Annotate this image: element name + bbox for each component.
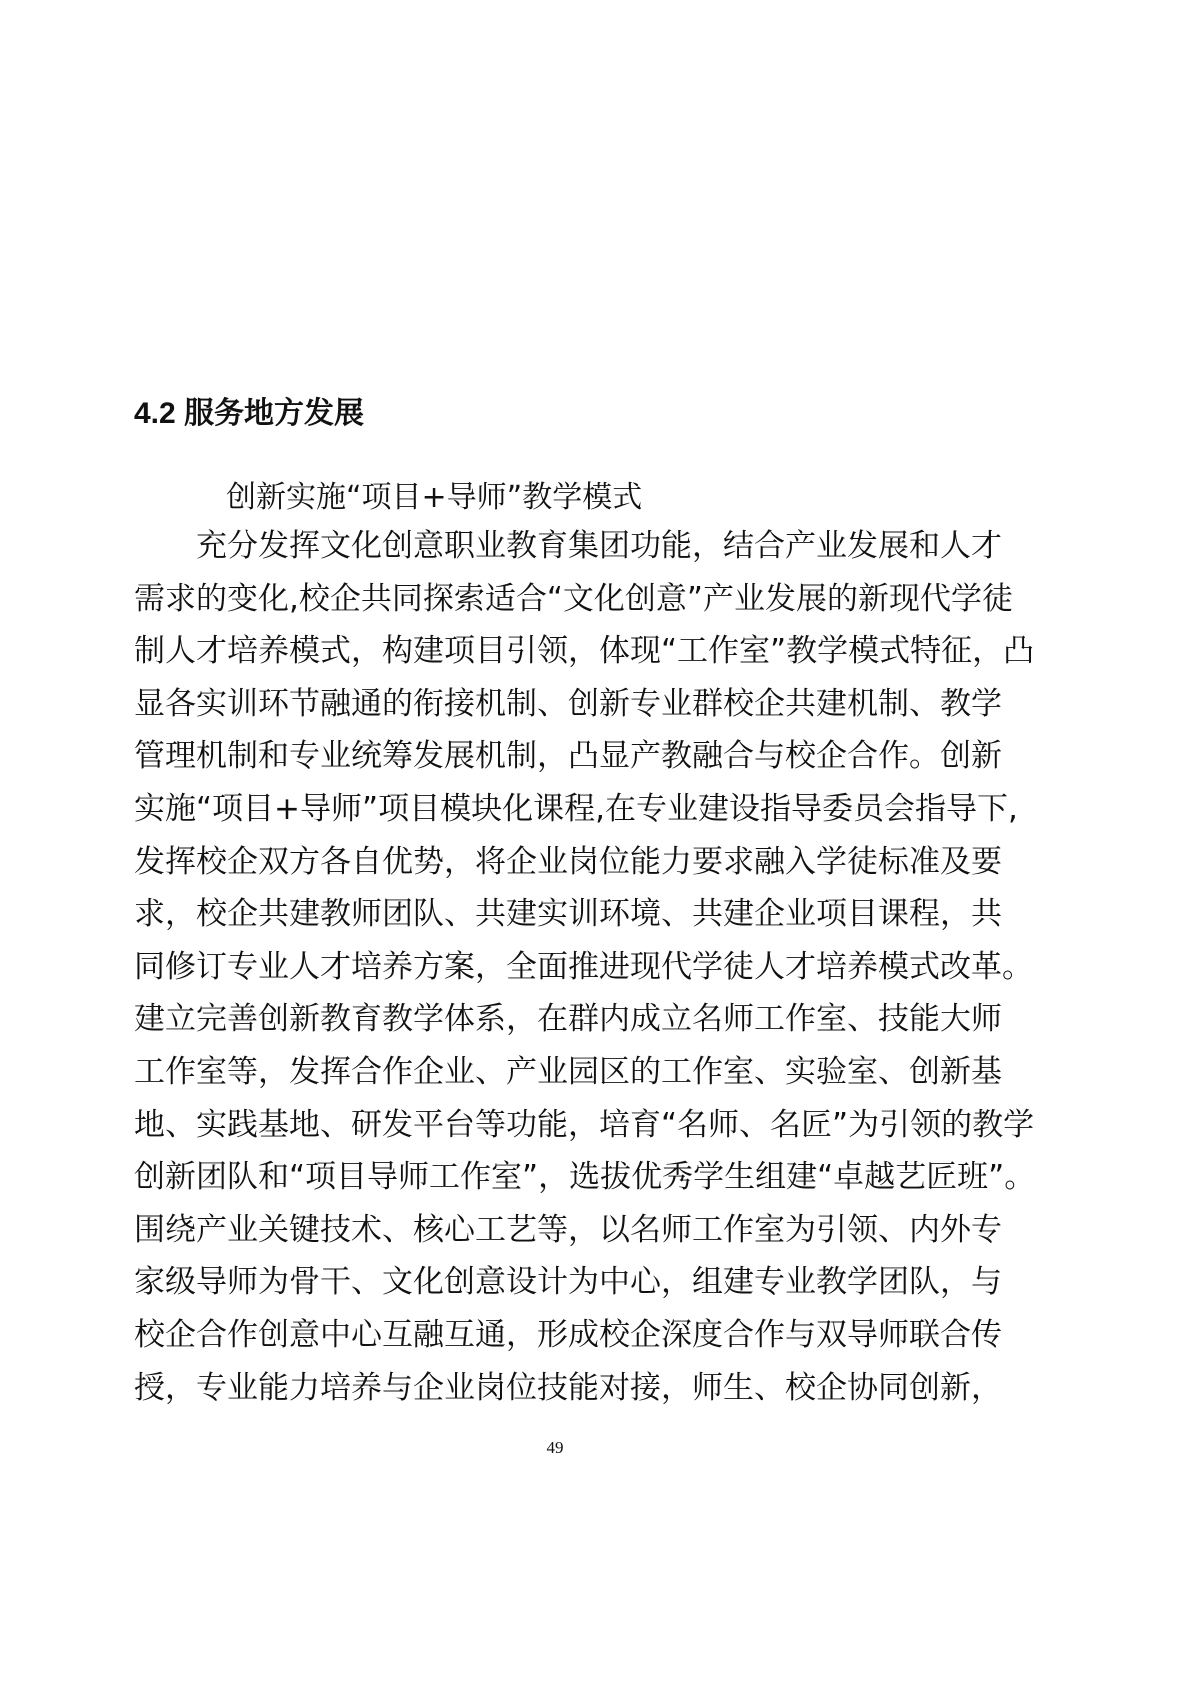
paragraph-line: 建立完善创新教育教学体系，在群内成立名师工作室、技能大师 [134,1001,1002,1038]
paragraph-line: 同修订专业人才培养方案，全面推进现代学徒人才培养模式改革。 [134,948,1033,985]
paragraph-line: 围绕产业关键技术、核心工艺等，以名师工作室为引领、内外专 [134,1211,1002,1248]
paragraph-line: 家级导师为骨干、文化创意设计为中心，组建专业教学团队，与 [134,1264,1002,1301]
paragraph-line: 发挥校企双方各自优势，将企业岗位能力要求融入学徒标准及要 [134,843,1002,880]
paragraph-line: 校企合作创意中心互融互通，形成校企深度合作与双导师联合传 [134,1316,1002,1353]
paragraph-line: 地、实践基地、研发平台等功能，培育“名师、名匠”为引领的教学 [134,1106,1035,1143]
paragraph-line: 求，校企共建教师团队、共建实训环境、共建企业项目课程，共 [134,896,1002,933]
paragraph-line: 充分发挥文化创意职业教育集团功能，结合产业发展和人才 [196,528,1002,564]
body-paragraph [134,520,1036,1414]
paragraph-line: 管理机制和专业统筹发展机制，凸显产教融合与校企合作。创新 [134,738,1002,775]
paragraph-line: 制人才培养模式，构建项目引领，体现“工作室”教学模式特征，凸 [134,633,1035,670]
paragraph-line: 工作室等，发挥合作企业、产业园区的工作室、实验室、创新基 [134,1053,1002,1090]
section-heading: 4.2 服务地方发展 [134,397,365,430]
paragraph-line: 显各实训环节融通的衔接机制、创新专业群校企共建机制、教学 [134,685,1002,722]
paragraph-line: 创新团队和“项目导师工作室”，选拔优秀学生组建“卓越艺匠班”。 [134,1159,1036,1196]
paragraph-line: 授，专业能力培养与企业岗位技能对接，师生、校企协同创新， [134,1369,1002,1406]
subheading: 创新实施“项目+导师”教学模式 [226,480,643,515]
paragraph-line: 实施“项目+导师”项目模块化课程,在专业建设指导委员会指导下, [134,790,1018,827]
page-number: 49 [546,1438,564,1457]
paragraph-line: 需求的变化,校企共同探索适合“文化创意”产业发展的新现代学徒 [134,580,1013,617]
